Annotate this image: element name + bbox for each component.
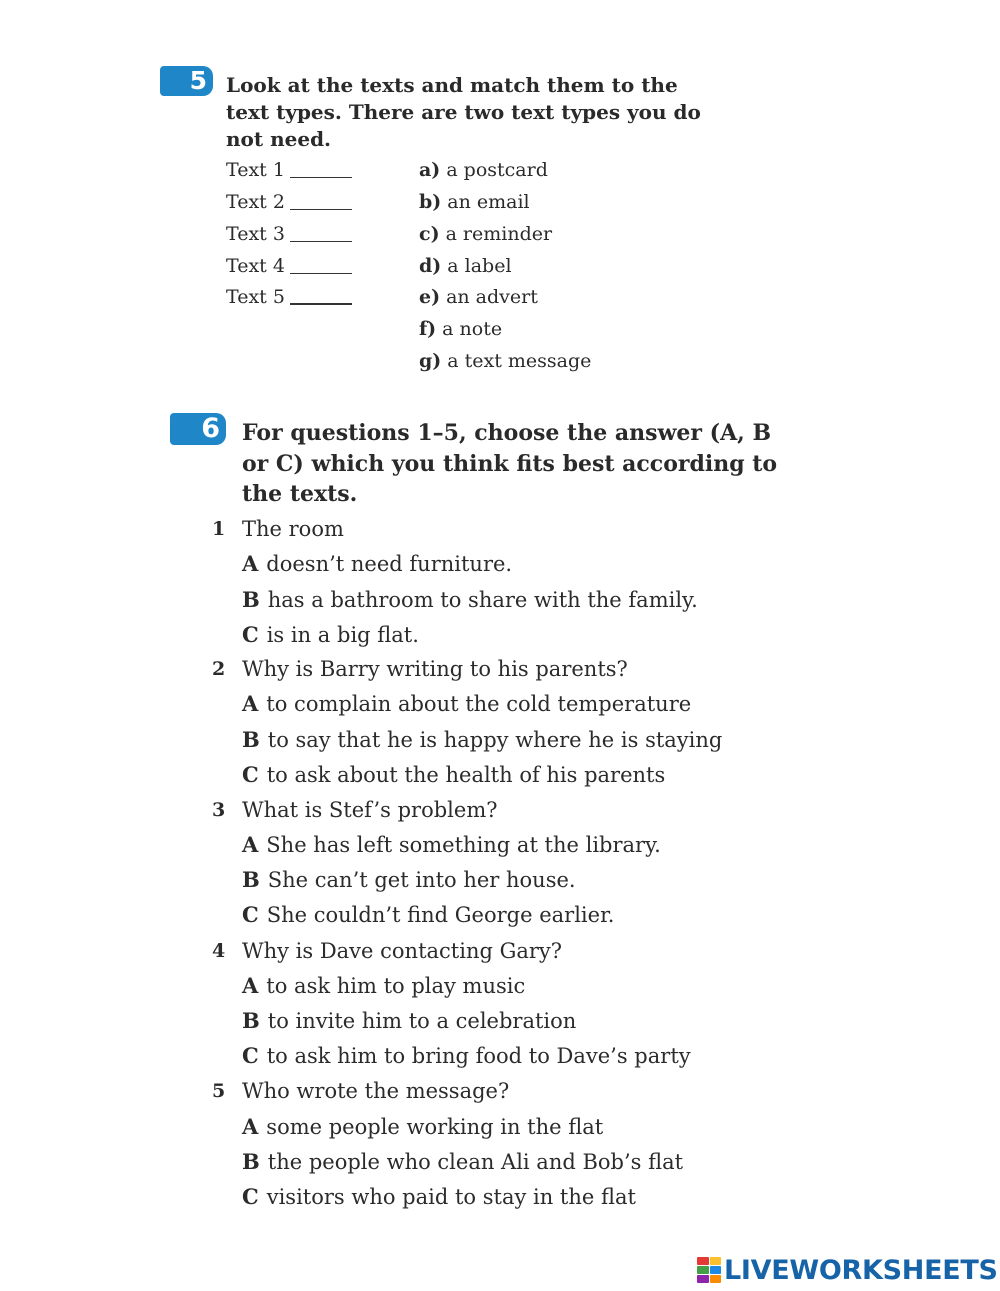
question-text: Why is Dave contacting Gary? bbox=[242, 939, 563, 963]
option-letter: f) bbox=[419, 318, 437, 340]
text-type-option bbox=[419, 191, 530, 213]
liveworksheets-logo-icon bbox=[697, 1257, 721, 1283]
exercise-6-instruction bbox=[242, 418, 777, 510]
answer-blank[interactable] bbox=[290, 177, 352, 178]
option-letter: A bbox=[242, 691, 259, 716]
option-letter: B bbox=[242, 727, 260, 752]
question-text: Who wrote the message? bbox=[242, 1079, 510, 1103]
exercise-5-badge: 5 bbox=[160, 66, 213, 96]
question-number: 3 bbox=[212, 799, 226, 821]
option-letter: A bbox=[242, 1114, 259, 1139]
option-letter: d) bbox=[419, 255, 442, 277]
text-label: Text 1 bbox=[226, 159, 285, 181]
option-letter: C bbox=[242, 1043, 259, 1068]
text-type-option bbox=[419, 223, 552, 245]
option-letter: B bbox=[242, 1008, 260, 1033]
answer-option[interactable] bbox=[242, 1115, 603, 1139]
exercise-5-instruction bbox=[226, 72, 701, 153]
answer-option[interactable] bbox=[242, 868, 576, 892]
option-letter: A bbox=[242, 551, 259, 576]
answer-option[interactable] bbox=[242, 1185, 636, 1209]
logo-tile bbox=[697, 1257, 709, 1265]
option-text: has a bathroom to share with the family. bbox=[267, 588, 698, 612]
option-text: a note bbox=[442, 318, 503, 340]
option-text: visitors who paid to stay in the flat bbox=[266, 1185, 636, 1209]
option-letter: B bbox=[242, 587, 260, 612]
logo-tile bbox=[710, 1275, 722, 1283]
text-match-row bbox=[226, 286, 352, 308]
question-text: Why is Barry writing to his parents? bbox=[242, 657, 628, 681]
logo-text: LIVEWORKSHEETS bbox=[724, 1254, 998, 1286]
question-number: 4 bbox=[212, 940, 226, 962]
answer-option[interactable] bbox=[242, 588, 698, 612]
option-text: a text message bbox=[447, 350, 592, 372]
option-letter: A bbox=[242, 973, 259, 998]
answer-blank[interactable] bbox=[290, 303, 352, 305]
text-type-option bbox=[419, 286, 538, 308]
option-text: some people working in the flat bbox=[266, 1115, 604, 1139]
option-letter: c) bbox=[419, 223, 440, 245]
option-text: to ask him to bring food to Dave’s party bbox=[266, 1044, 691, 1068]
answer-blank[interactable] bbox=[290, 209, 352, 210]
option-text: doesn’t need furniture. bbox=[266, 552, 513, 576]
option-letter: C bbox=[242, 1184, 259, 1209]
answer-option[interactable] bbox=[242, 623, 419, 647]
text-label: Text 4 bbox=[226, 255, 285, 277]
answer-option[interactable] bbox=[242, 1044, 691, 1068]
option-text: a reminder bbox=[445, 223, 553, 245]
instruction-line: Look at the texts and match them to the bbox=[226, 73, 678, 97]
option-text: a label bbox=[447, 255, 512, 277]
answer-option[interactable] bbox=[242, 692, 691, 716]
text-type-option bbox=[419, 159, 548, 181]
option-text: a postcard bbox=[446, 159, 548, 181]
instruction-line: the texts. bbox=[242, 481, 358, 507]
option-letter: a) bbox=[419, 159, 441, 181]
instruction-line: or C) which you think fits best according to bbox=[242, 450, 778, 477]
option-letter: B bbox=[242, 1149, 260, 1174]
liveworksheets-logo[interactable] bbox=[697, 1254, 998, 1286]
text-type-option bbox=[419, 255, 512, 277]
answer-option[interactable] bbox=[242, 833, 661, 857]
option-text: She couldn’t find George earlier. bbox=[266, 903, 615, 927]
option-text: to complain about the cold temperature bbox=[266, 692, 692, 716]
text-match-row bbox=[226, 255, 352, 277]
logo-tile bbox=[710, 1257, 722, 1265]
option-text: to ask about the health of his parents bbox=[266, 763, 666, 787]
option-letter: A bbox=[242, 832, 259, 857]
answer-option[interactable] bbox=[242, 974, 525, 998]
option-text: She has left something at the library. bbox=[266, 833, 661, 857]
option-letter: C bbox=[242, 762, 259, 787]
text-type-option bbox=[419, 350, 591, 372]
text-match-row bbox=[226, 159, 352, 181]
answer-option[interactable] bbox=[242, 1009, 576, 1033]
logo-tile bbox=[710, 1266, 722, 1274]
option-letter: C bbox=[242, 622, 259, 647]
answer-option[interactable] bbox=[242, 903, 614, 927]
text-label: Text 3 bbox=[226, 223, 285, 245]
option-letter: C bbox=[242, 902, 259, 927]
option-text: to say that he is happy where he is staying bbox=[267, 728, 723, 752]
text-label: Text 2 bbox=[226, 191, 285, 213]
answer-option[interactable] bbox=[242, 728, 722, 752]
exercise-6-badge: 6 bbox=[170, 413, 226, 445]
option-text: an advert bbox=[446, 286, 538, 308]
answer-option[interactable] bbox=[242, 763, 665, 787]
question-number: 5 bbox=[212, 1080, 226, 1102]
question-text: The room bbox=[242, 517, 344, 541]
option-letter: e) bbox=[419, 286, 441, 308]
option-letter: b) bbox=[419, 191, 442, 213]
text-type-option bbox=[419, 318, 502, 340]
option-text: to invite him to a celebration bbox=[267, 1009, 577, 1033]
instruction-line: For questions 1–5, choose the answer (A, B bbox=[242, 420, 772, 446]
instruction-line: text types. There are two text types you do bbox=[226, 100, 701, 124]
text-label: Text 5 bbox=[226, 286, 285, 308]
option-text: is in a big flat. bbox=[266, 623, 419, 647]
answer-option[interactable] bbox=[242, 552, 512, 576]
text-match-row bbox=[226, 223, 352, 245]
option-text: an email bbox=[447, 191, 530, 213]
answer-blank[interactable] bbox=[290, 241, 352, 242]
question-text: What is Stef’s problem? bbox=[242, 798, 498, 822]
logo-tile bbox=[697, 1266, 709, 1274]
answer-option[interactable] bbox=[242, 1150, 683, 1174]
logo-tile bbox=[697, 1275, 709, 1283]
instruction-line: not need. bbox=[226, 127, 332, 151]
option-text: the people who clean Ali and Bob’s flat bbox=[267, 1150, 684, 1174]
question-number: 2 bbox=[212, 658, 226, 680]
option-letter: g) bbox=[419, 350, 442, 372]
text-match-row bbox=[226, 191, 352, 213]
option-text: to ask him to play music bbox=[266, 974, 526, 998]
option-text: She can’t get into her house. bbox=[267, 868, 576, 892]
answer-blank[interactable] bbox=[290, 273, 352, 274]
question-number: 1 bbox=[212, 518, 226, 540]
option-letter: B bbox=[242, 867, 260, 892]
